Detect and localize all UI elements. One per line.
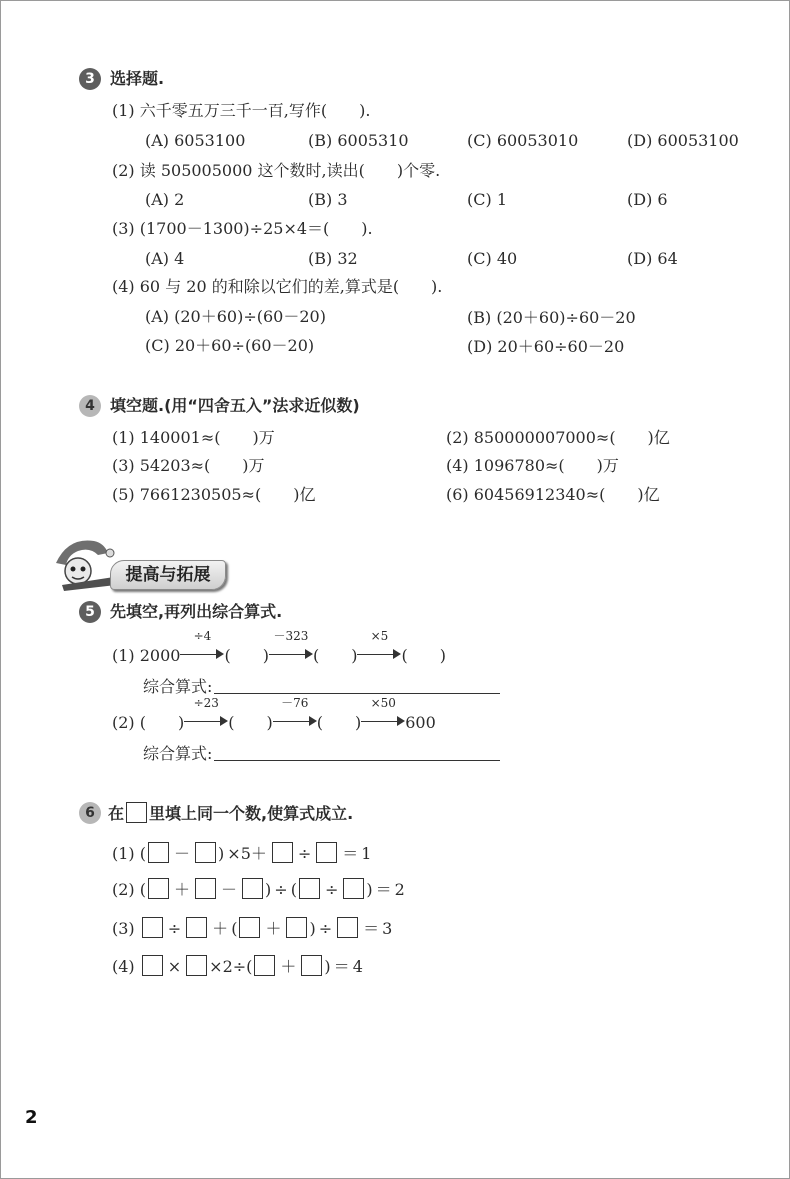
q3-item1-option-a: (A) 6053100 — [145, 131, 246, 150]
answer-box[interactable] — [148, 842, 169, 863]
q4-title: 填空题.(用“四舍五入”法求近似数) — [110, 396, 360, 415]
q5-row2-blank2: ( ) — [316, 713, 362, 732]
q5-formula1-answer-line[interactable] — [214, 675, 500, 694]
q5-row2-arrow1: ÷23 — [184, 710, 228, 730]
section-banner — [110, 560, 226, 590]
q5-formula2 — [143, 742, 500, 764]
q5-row1-label: (1) 2000 — [112, 646, 181, 665]
q3-item2-option-c: (C) 1 — [467, 190, 507, 209]
q5-formula1-label: 综合算式: — [143, 677, 213, 696]
q3-item1-option-c: (C) 60053010 — [467, 131, 579, 150]
answer-box[interactable] — [195, 842, 216, 863]
q6-eq1: (1) ( － ) ×5＋ ÷ ＝ 1 — [112, 844, 372, 863]
q6-title-before: 在 — [108, 804, 125, 823]
q4-item1: (1) 140001≈( )万 — [112, 428, 275, 447]
answer-box[interactable] — [239, 917, 260, 938]
answer-box[interactable] — [272, 842, 293, 863]
q3-item2-option-d: (D) 6 — [627, 190, 668, 209]
answer-box[interactable] — [186, 917, 207, 938]
q5-row1-blank3: ( ) — [401, 646, 446, 665]
answer-box[interactable] — [299, 878, 320, 899]
q3-item3-option-c: (C) 40 — [467, 249, 518, 268]
mascot-icon — [50, 533, 118, 593]
answer-box[interactable] — [316, 842, 337, 863]
q4-item2: (2) 850000007000≈( )亿 — [446, 428, 670, 447]
q5-row2-blank1: ( ) — [228, 713, 273, 732]
q6-eq4: (4) × ×2÷( ＋ ) ＝ 4 — [112, 957, 363, 976]
q4-item6: (6) 60456912340≈( )亿 — [446, 485, 660, 504]
q6-eq2: (2) ( ＋ － ) ÷ ( ÷ ) ＝ 2 — [112, 880, 405, 899]
q5-title: 先填空,再列出综合算式. — [110, 602, 283, 621]
q3-title: 选择题. — [110, 69, 165, 88]
q3-item3-option-b: (B) 32 — [308, 249, 358, 268]
q3-item3-stem: (3) (1700－1300)÷25×4＝( ). — [112, 219, 373, 238]
answer-box[interactable] — [286, 917, 307, 938]
q5-row2-arrow3: ×50 — [361, 710, 405, 730]
q4-number-badge: 4 — [79, 395, 101, 417]
q3-item2-option-a: (A) 2 — [145, 190, 185, 209]
q6-number-badge: 6 — [79, 802, 101, 824]
q5-row2-result: 600 — [405, 713, 436, 732]
q5-row1-arrow2: －323 — [269, 643, 313, 663]
q3-item4-option-c: (C) 20＋60÷(60－20) — [145, 336, 315, 355]
q3-item1-stem: (1) 六千零五万三千一百,写作( ). — [112, 101, 371, 120]
q5-row2-label: (2) ( ) — [112, 713, 185, 732]
q6-title-box — [126, 802, 147, 823]
answer-box[interactable] — [337, 917, 358, 938]
q5-row1-blank2: ( ) — [312, 646, 358, 665]
q6-title-after: 里填上同一个数,使算式成立. — [149, 804, 354, 823]
q6-eq3: (3) ÷ ＋ ( ＋ ) ÷ ＝ 3 — [112, 919, 393, 938]
answer-box[interactable] — [142, 955, 163, 976]
page-number: 2 — [25, 1107, 38, 1128]
q3-item3-option-d: (D) 64 — [627, 249, 678, 268]
q6-title — [108, 802, 353, 825]
q5-row2 — [112, 696, 436, 733]
answer-box[interactable] — [254, 955, 275, 976]
q5-formula2-label: 综合算式: — [143, 744, 213, 763]
q3-item4-option-a: (A) (20＋60)÷(60－20) — [145, 307, 326, 326]
q3-item2-option-b: (B) 3 — [308, 190, 348, 209]
q3-number-badge: 3 — [79, 68, 101, 90]
q5-row2-arrow2: －76 — [273, 710, 317, 730]
answer-box[interactable] — [195, 878, 216, 899]
answer-box[interactable] — [148, 878, 169, 899]
q3-item3-option-a: (A) 4 — [145, 249, 185, 268]
q5-formula2-answer-line[interactable] — [214, 742, 500, 761]
q3-item2-stem: (2) 读 505005000 这个数时,读出( )个零. — [112, 161, 441, 180]
q5-formula1 — [143, 675, 500, 697]
q5-row1 — [112, 629, 446, 666]
q3-item4-option-b: (B) (20＋60)÷60－20 — [467, 308, 636, 327]
q3-item4-option-d: (D) 20＋60÷60－20 — [467, 337, 625, 356]
q5-row1-blank1: ( ) — [224, 646, 269, 665]
answer-box[interactable] — [301, 955, 322, 976]
q5-row1-arrow1: ÷4 — [180, 643, 224, 663]
q4-item4: (4) 1096780≈( )万 — [446, 456, 619, 475]
answer-box[interactable] — [242, 878, 263, 899]
q3-item1-option-d: (D) 60053100 — [627, 131, 739, 150]
q5-number-badge: 5 — [79, 601, 101, 623]
section-banner-title: 提高与拓展 — [125, 565, 211, 585]
q3-item1-option-b: (B) 6005310 — [308, 131, 409, 150]
answer-box[interactable] — [186, 955, 207, 976]
q4-item5: (5) 7661230505≈( )亿 — [112, 485, 316, 504]
q4-item3: (3) 54203≈( )万 — [112, 456, 265, 475]
answer-box[interactable] — [142, 917, 163, 938]
q3-item4-stem: (4) 60 与 20 的和除以它们的差,算式是( ). — [112, 277, 443, 296]
answer-box[interactable] — [343, 878, 364, 899]
q5-row1-arrow3: ×5 — [357, 643, 401, 663]
